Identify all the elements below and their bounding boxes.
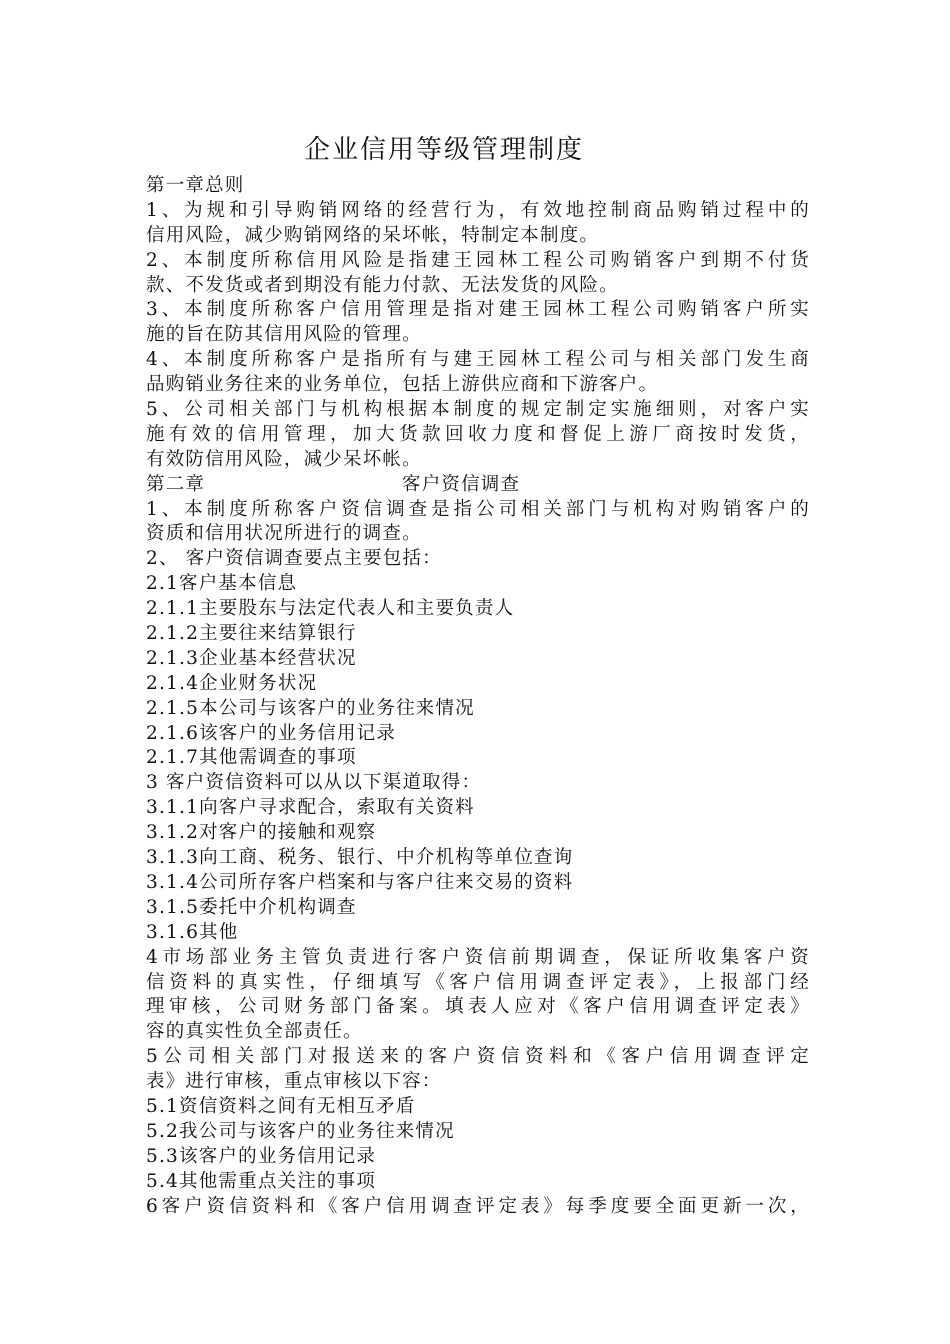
text-line: 2.1.5本公司与该客户的业务往来情况 (146, 697, 475, 719)
chapter-2-number: 第二章 (146, 473, 206, 495)
document-body (146, 174, 810, 1219)
text-line: 3.1.6其他 (146, 921, 239, 943)
text-line: 5.4其他需重点关注的事项 (146, 1170, 377, 1192)
text-line: 4市场部业务主管负责进行客户资信前期调查，保证所收集客户资 (146, 946, 810, 968)
text-line: 1、为规和引导购销网络的经营行为，有效地控制商品购销过程中的 (146, 199, 810, 221)
chapter-2-name: 客户资信调查 (402, 473, 521, 495)
text-line: 2.1客户基本信息 (146, 573, 298, 595)
text-line: 2.1.4企业财务状况 (146, 672, 318, 694)
text-line: 2.1.7其他需调查的事项 (146, 747, 357, 769)
text-line: 理审核，公司财务部门备案。填表人应对《客户信用调查评定表》 (146, 996, 810, 1018)
text-line: 有效防信用风险，减少呆坏帐。 (146, 448, 422, 470)
text-line: 6客户资信资料和《客户信用调查评定表》每季度要全面更新一次， (146, 1195, 810, 1217)
chapter-2-content (146, 498, 810, 1220)
text-line: 5、公司相关部门与机构根据本制度的规定制定实施细则，对客户实 (146, 399, 810, 421)
text-line: 信资料的真实性，仔细填写《客户信用调查评定表》，上报部门经 (146, 971, 810, 993)
text-line: 3.1.4公司所存客户档案和与客户往来交易的资料 (146, 871, 574, 893)
text-line: 资质和信用状况所进行的调查。 (146, 523, 422, 545)
text-line: 1、本制度所称客户资信调查是指公司相关部门与机构对购销客户的 (146, 498, 810, 520)
text-line: 3 客户资信资料可以从以下渠道取得： (146, 772, 482, 794)
text-line: 2.1.6该客户的业务信用记录 (146, 722, 397, 744)
text-line: 款、不发货或者到期没有能力付款、无法发货的风险。 (146, 274, 619, 296)
text-line: 3.1.1向客户寻求配合，索取有关资料 (146, 797, 475, 819)
text-line: 信用风险，减少购销网络的呆坏帐，特制定本制度。 (146, 224, 600, 246)
text-line: 2、 客户资信调查要点主要包括： (146, 548, 442, 570)
chapter-2-heading (146, 473, 810, 498)
text-line: 容的真实性负全部责任。 (146, 1021, 363, 1043)
text-line: 3、本制度所称客户信用管理是指对建王园林工程公司购销客户所实 (146, 299, 810, 321)
text-line: 施有效的信用管理，加大货款回收力度和督促上游厂商按时发货， (146, 423, 810, 445)
text-line: 3.1.5委托中介机构调查 (146, 896, 357, 918)
text-line: 2.1.2主要往来结算银行 (146, 623, 357, 645)
text-line: 5.1资信资料之间有无相互矛盾 (146, 1095, 416, 1117)
text-line: 2、本制度所称信用风险是指建王园林工程公司购销客户到期不付货 (146, 249, 810, 271)
text-line: 3.1.3向工商、税务、银行、中介机构等单位查询 (146, 847, 574, 869)
text-line: 2.1.3企业基本经营状况 (146, 647, 357, 669)
text-line: 4、本制度所称客户是指所有与建王园林工程公司与相关部门发生商 (146, 349, 810, 371)
chapter-1-heading: 第一章总则 (146, 175, 245, 196)
text-line: 5.2我公司与该客户的业务往来情况 (146, 1120, 455, 1142)
text-line: 施的旨在防其信用风险的管理。 (146, 324, 422, 346)
text-line: 品购销业务往来的业务单位，包括上游供应商和下游客户。 (146, 374, 659, 396)
text-line: 2.1.1主要股东与法定代表人和主要负责人 (146, 598, 515, 620)
text-line: 5.3该客户的业务信用记录 (146, 1145, 377, 1167)
text-line: 3.1.2对客户的接触和观察 (146, 822, 377, 844)
text-line: 表》进行审核，重点审核以下容： (146, 1071, 442, 1093)
chapter-1-content (146, 199, 810, 473)
text-line: 5公司相关部门对报送来的客户资信资料和《客户信用调查评定 (146, 1046, 810, 1068)
document-title: 企业信用等级管理制度 (303, 135, 584, 165)
